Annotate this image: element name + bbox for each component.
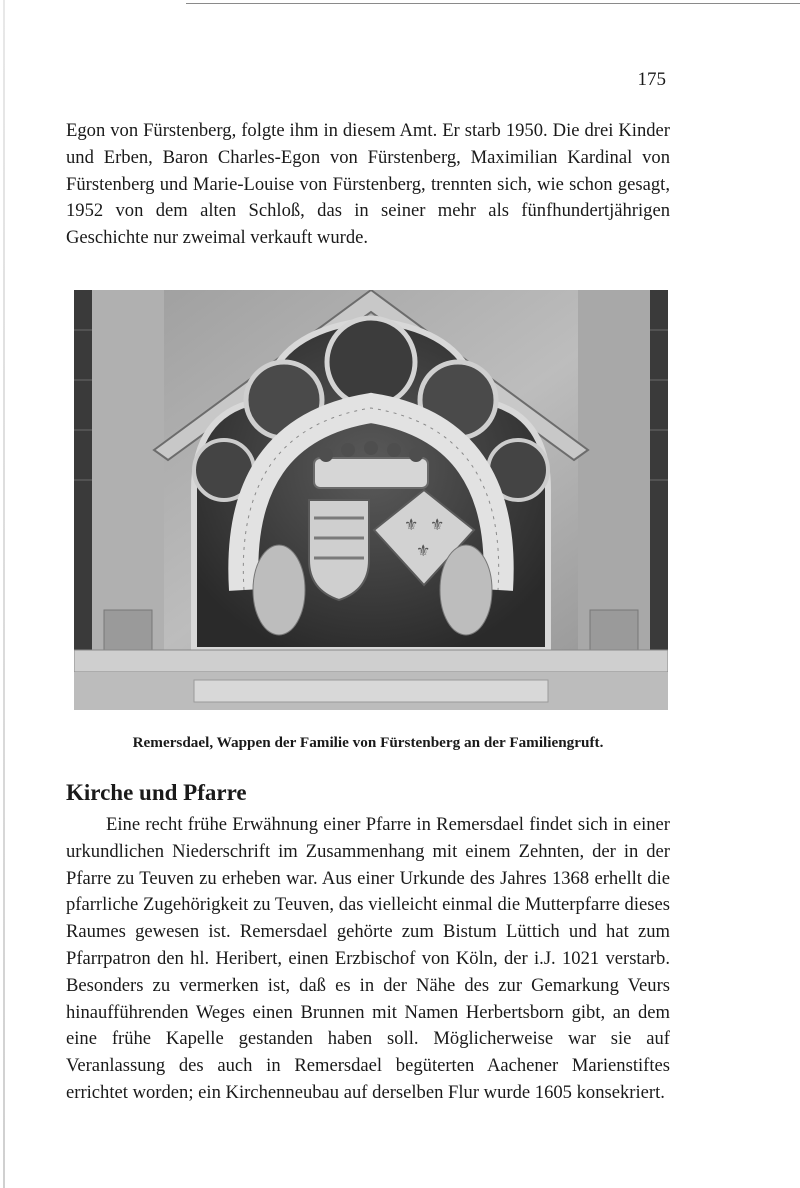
svg-text:⚜: ⚜	[404, 515, 419, 534]
svg-text:⚜: ⚜	[416, 541, 431, 560]
page-number: 175	[637, 69, 666, 90]
svg-text:⚜: ⚜	[430, 515, 445, 534]
page-edge-shadow	[3, 0, 5, 1188]
figure-caption: Remersdael, Wappen der Familie von Fürstenberg an der Familiengruft.	[132, 734, 604, 751]
section-paragraph: Eine recht frühe Erwähnung einer Pfarre in Remersdael findet sich in einer urkundlichen Niederschrift im Zusammenhang mit einem Zehnten, der in der Pfarre zu Teuven zu erheben war. Aus einer Urkunde des Jahres 1368 erhellt die pfarrliche Zugehörigkeit zu Teuven, das vielleicht einmal die Mutterpfarre dieses Raumes gewesen ist. Remersdael gehörte zum Bistum Lüttich und hat zum Pfarrpatron den hl. Heribert, einen Erzbischof von Köln, der i.J. 1021 verstarb. Besonders zu vermerken ist, daß es in der Nähe des zur Gemarkung Veurs hinaufführenden Weges einen Brunnen mit Namen Herbertsborn gibt, an dem eine frühe Kapelle gestanden haben soll. Möglicherweise war sie auf Veranlassung des auch in Remersdael begüterten Aachener Marienstiftes errichtet worden; ein Kirchenneubau auf derselben Flur wurde 1605 konsekriert.	[66, 814, 670, 1103]
section-heading: Kirche und Pfarre	[66, 780, 247, 805]
intro-paragraph: Egon von Fürstenberg, folgte ihm in diesem Amt. Er starb 1950. Die drei Kinder und Erben, Baron Charles-Egon von Fürstenberg, Maximilian Kardinal von Fürstenberg und Marie-Louise von Fürstenberg, trennten sich, wie schon gesagt, 1952 von dem alten Schloß, das in seiner mehr als fünfhundertjährigen Geschichte nur zweimal verkauft wurde.	[66, 120, 670, 249]
top-rule	[186, 3, 800, 4]
coat-of-arms-photo	[74, 290, 668, 710]
